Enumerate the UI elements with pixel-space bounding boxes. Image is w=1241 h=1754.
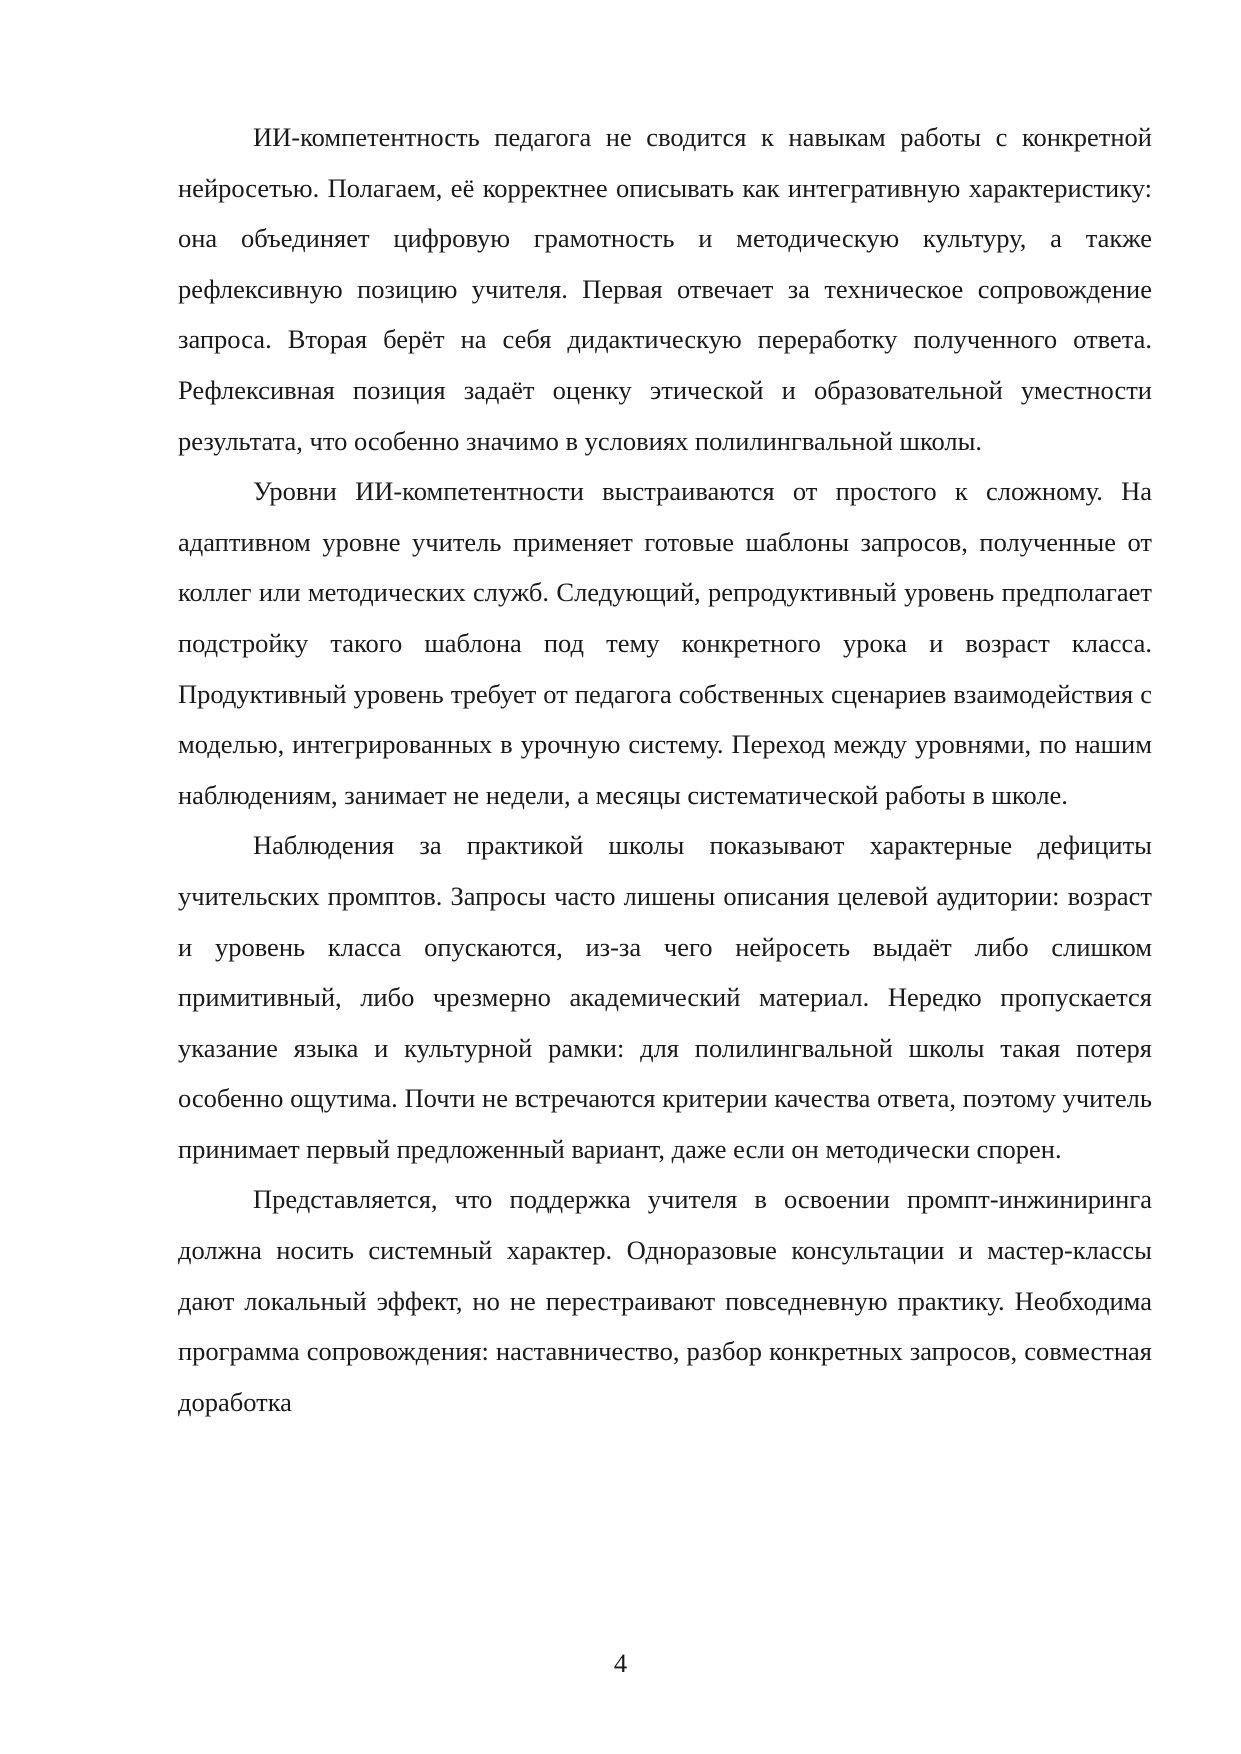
paragraph-teacher-support: Представляется, что поддержка учителя в освоении промпт-инжиниринга должна носить системный характер. Одноразовые консультации и мастер-классы дают локальный эффект, но не перестраивают повседневную практику. Необходима программа сопровождения: наставничество, разбор конкретных запросов, совместная доработка	[178, 1184, 1152, 1417]
body-text	[178, 112, 1152, 1427]
paragraph-competence-levels: Уровни ИИ-компетентности выстраиваются от простого к сложному. На адаптивном уровне учитель применяет готовые шаблоны запросов, полученные от коллег или методических служб. Следующий, репродуктивный уровень предполагает подстройку такого шаблона под тему конкретного урока и возраст класса. Продуктивный уровень требует от педагога собственных сценариев взаимодействия с моделью, интегрированных в урочную систему. Переход между уровнями, по нашим наблюдениям, занимает не недели, а месяцы систематической работы в школе.	[178, 476, 1152, 810]
paragraph-prompt-deficits: Наблюдения за практикой школы показывают характерные дефициты учительских промптов. Запросы часто лишены описания целевой аудитории: возраст и уровень класса опускаются, из-за чего нейросеть выдаёт либо слишком примитивный, либо чрезмерно академический материал. Нередко пропускается указание языка и культурной рамки: для полилингвальной школы такая потеря особенно ощутима. Почти не встречаются критерии качества ответа, поэтому учитель принимает первый предложенный вариант, даже если он методически спорен.	[178, 830, 1152, 1164]
page-number: 4	[613, 1648, 628, 1678]
paragraph-ai-competence-definition: ИИ-компетентность педагога не сводится к навыкам работы с конкретной нейросетью. Полагаем, её корректнее описывать как интегративную характеристику: она объединяет цифровую грамотность и методическую культуру, а также рефлексивную позицию учителя. Первая отвечает за техническое сопровождение запроса. Вторая берёт на себя дидактическую переработку полученного ответа. Рефлексивная позиция задаёт оценку этической и образовательной уместности результата, что особенно значимо в условиях полилингвальной школы.	[178, 122, 1152, 456]
